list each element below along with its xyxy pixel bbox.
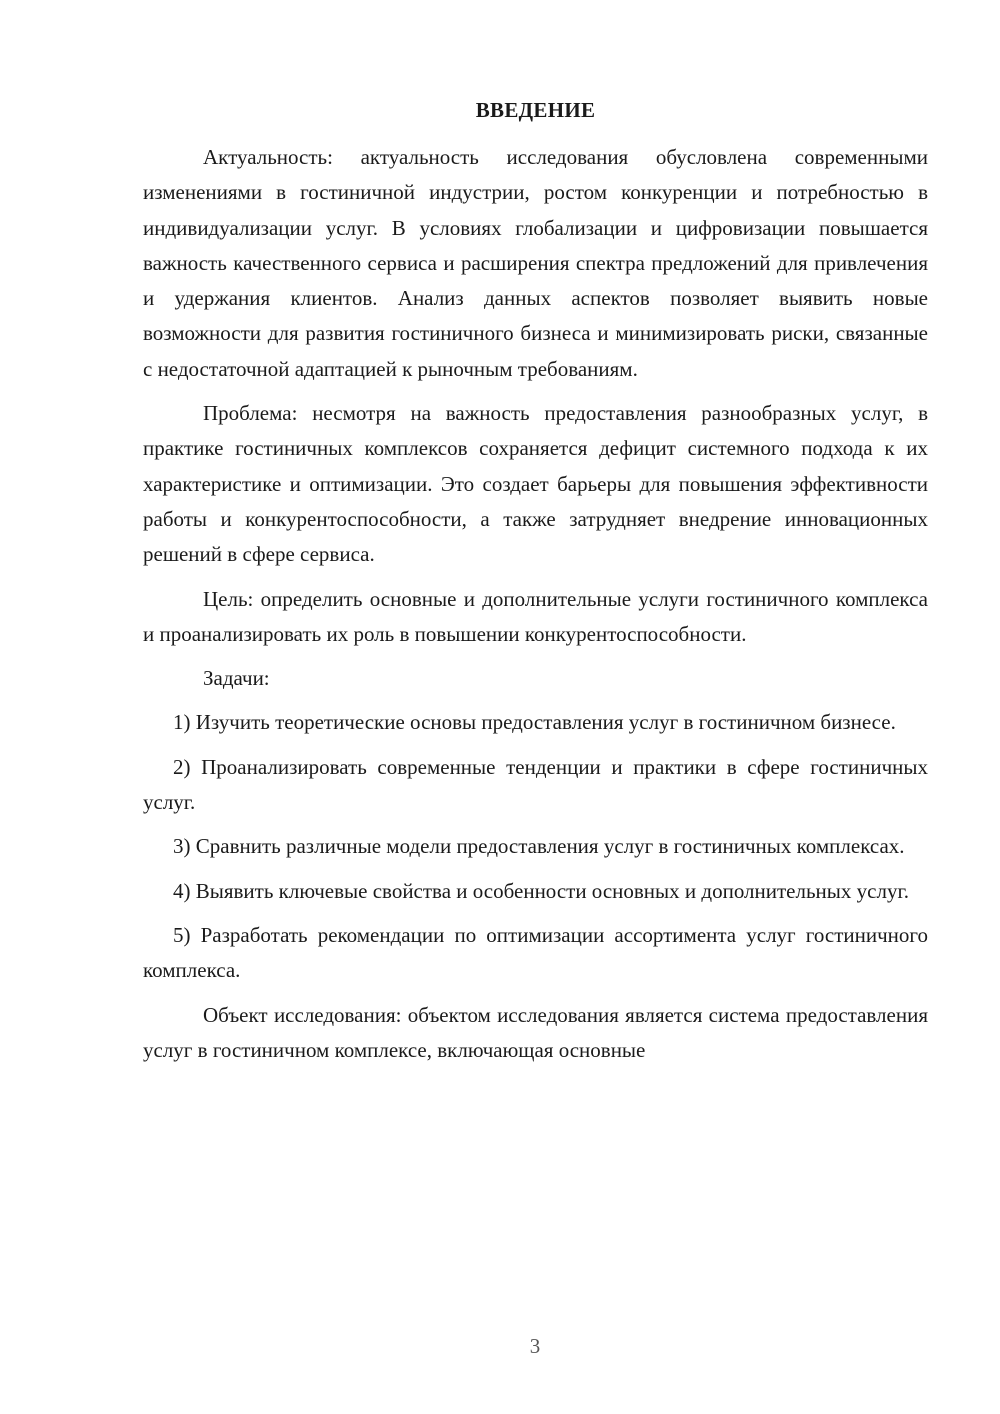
task-item-1: 1) Изучить теоретические основы предоставления услуг в гостиничном бизнесе. — [173, 710, 896, 735]
task-item-2: 2) Проанализировать современные тенденции и практики в сфере гостиничных услуг. — [143, 754, 928, 815]
task-item-5: 5) Разработать рекомендации по оптимизации ассортимента услуг гостиничного комплекса. — [143, 922, 928, 983]
paragraph-relevance: Актуальность: актуальность исследования обусловлена современными изменениями в гостиничной индустрии, ростом конкуренции и потребностью в индивидуализации услуг. В условиях глобализации и цифровизации повышается важность качественного сервиса и расширения спектра предложений для привлечения и удержания клиентов. Анализ данных аспектов позволяет выявить новые возможности для развития гостиничного бизнеса и минимизировать риски, связанные с недостаточной адаптацией к рыночным требованиям. — [143, 145, 928, 381]
task-item-3: 3) Сравнить различные модели предоставления услуг в гостиничных комплексах. — [173, 834, 905, 859]
paragraph-problem: Проблема: несмотря на важность предоставления разнообразных услуг, в практике гостиничных комплексов сохраняется дефицит системного подхода к их характеристике и оптимизации. Это создает барьеры для повышения эффективности работы и конкурентоспособности, а также затрудняет внедрение инновационных решений в сфере сервиса. — [143, 401, 928, 567]
paragraph-object: Объект исследования: объектом исследования является система предоставления услуг в гостиничном комплексе, включающая основные — [143, 1002, 928, 1062]
page-number: 3 — [529, 1334, 541, 1358]
page-body — [143, 96, 928, 1077]
paragraph-tasks-heading: Задачи: — [203, 666, 270, 691]
task-item-4: 4) Выявить ключевые свойства и особенности основных и дополнительных услуг. — [173, 878, 909, 903]
section-title: ВВЕДЕНИЕ — [475, 98, 596, 122]
paragraph-goal: Цель: определить основные и дополнительные услуги гостиничного комплекса и проанализировать их роль в повышении конкурентоспособности. — [143, 586, 928, 646]
